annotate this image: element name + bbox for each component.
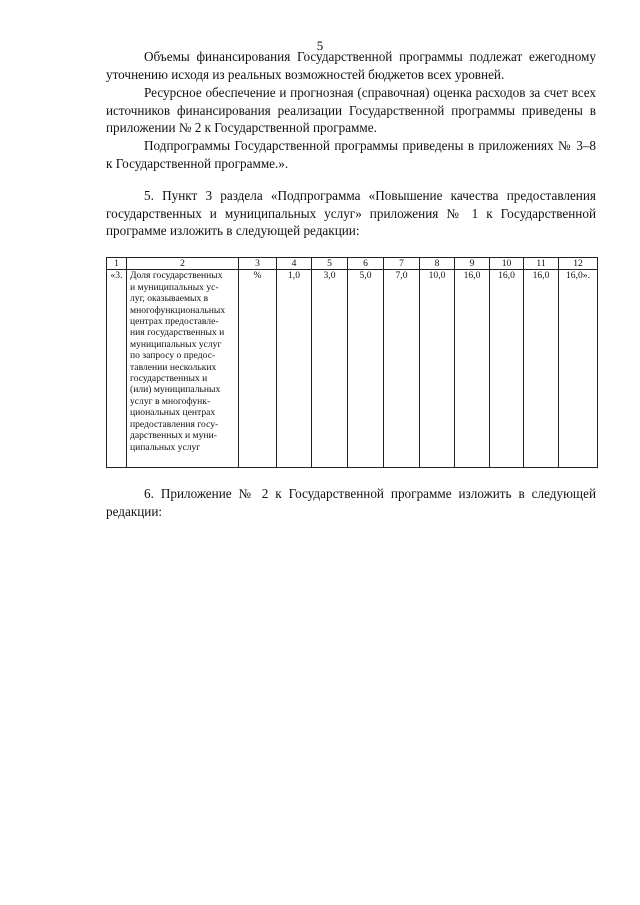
row-number: «3.: [107, 270, 127, 468]
description-line: луг, оказываемых в: [130, 293, 209, 305]
description-line: ципальных услуг: [130, 441, 201, 453]
unit-cell: %: [239, 270, 277, 468]
column-header: 8: [420, 258, 455, 270]
table-row: [107, 270, 598, 468]
table-header-row: [107, 258, 598, 270]
column-header: 9: [455, 258, 490, 270]
column-header: 11: [524, 258, 559, 270]
value-cell: 16,0: [455, 270, 490, 468]
value-cell: 16,0: [490, 270, 524, 468]
indicator-table: [106, 257, 598, 468]
description-line: и муниципальных ус-: [130, 281, 219, 293]
description-line: услуг в многофунк-: [130, 395, 211, 407]
value-cell: 3,0: [312, 270, 348, 468]
description-line: по запросу о предос-: [130, 350, 216, 362]
description-line: тавлении нескольких: [130, 361, 217, 373]
value-cell: 10,0: [420, 270, 455, 468]
description-line: многофункциональных: [130, 304, 226, 316]
column-header: 7: [384, 258, 420, 270]
column-header: 1: [107, 258, 127, 270]
paragraph-subprograms: Подпрограммы Государственной программы приведены в приложениях № 3–8 к Государственной программе.».: [106, 138, 596, 171]
description-line: дарственных и муни-: [130, 430, 217, 442]
column-header: 3: [239, 258, 277, 270]
value-cell: 16,0: [524, 270, 559, 468]
value-cell: 7,0: [384, 270, 420, 468]
description-line: циональных центрах: [130, 407, 216, 419]
description-line: Доля государственных: [130, 270, 223, 282]
description-line: центрах предоставле-: [130, 316, 219, 328]
paragraph-item-6: 6. Приложение № 2 к Государственной программе изложить в следующей редакции:: [106, 486, 596, 519]
column-header: 5: [312, 258, 348, 270]
page-number: 5: [316, 38, 324, 53]
column-header: 4: [277, 258, 312, 270]
column-header: 12: [559, 258, 598, 270]
column-header: 6: [348, 258, 384, 270]
paragraph-item-5: 5. Пункт 3 раздела «Подпрограмма «Повышение качества предоставления государственных и муниципальных услуг» приложения № 1 к Государственной программе изложить в следующей редакции:: [106, 188, 596, 239]
description-line: ния государственных и: [130, 327, 225, 339]
description-line: (или) муниципальных: [130, 384, 221, 396]
value-cell: 1,0: [277, 270, 312, 468]
value-cell: 5,0: [348, 270, 384, 468]
paragraph-resource-support: Ресурсное обеспечение и прогнозная (справочная) оценка расходов за счет всех источников финансирования реализации Государственной программы приведены в приложении № 2 к Государственной программе.: [106, 85, 596, 136]
description-line: предоставления госу-: [130, 418, 219, 430]
value-cell: 16,0».: [559, 270, 598, 468]
indicator-description: [127, 270, 239, 468]
paragraph-financing-volumes: Объемы финансирования Государственной программы подлежат ежегодному уточнению исходя из реальных возможностей бюджетов всех уровней.: [106, 49, 596, 82]
column-header: 2: [127, 258, 239, 270]
column-header: 10: [490, 258, 524, 270]
description-line: государственных и: [130, 373, 208, 385]
description-line: муниципальных услуг: [130, 338, 222, 350]
